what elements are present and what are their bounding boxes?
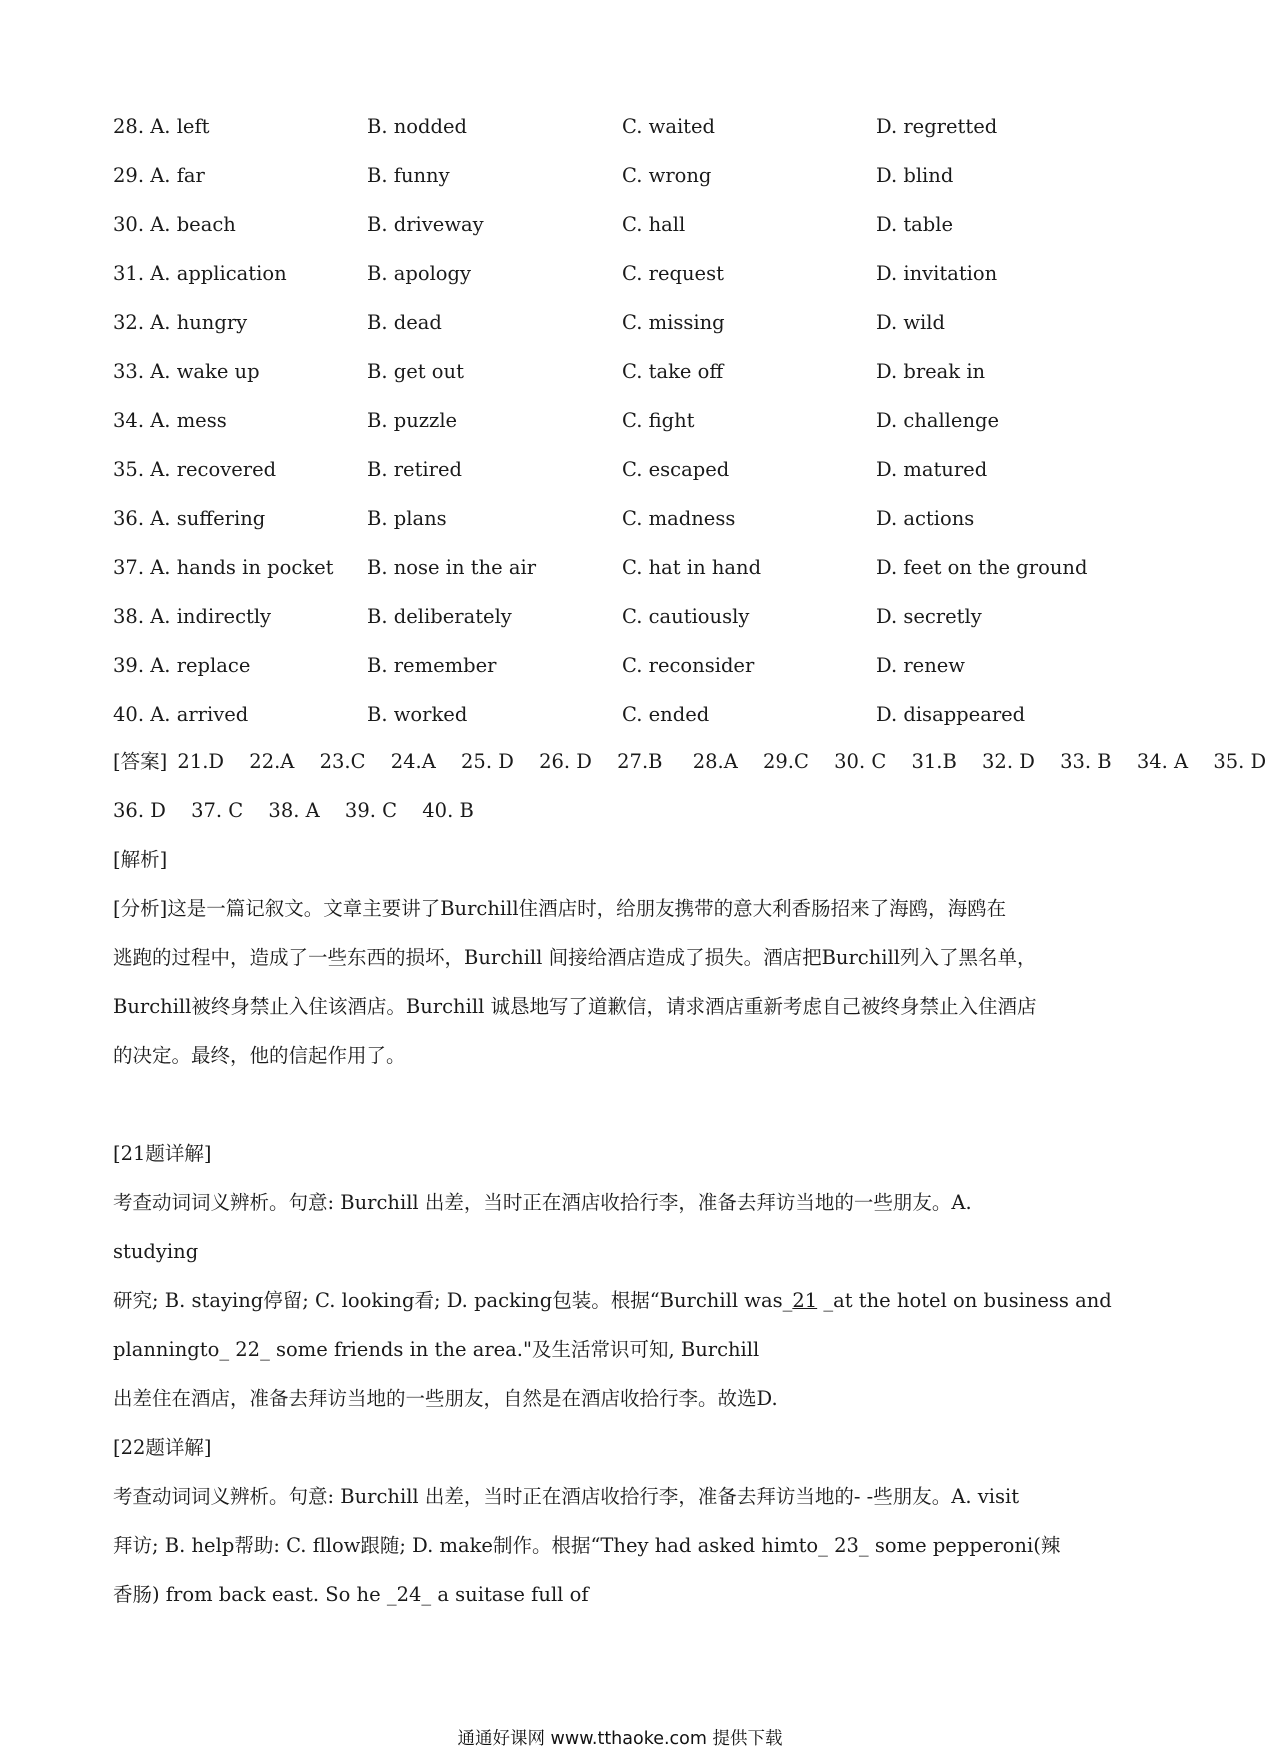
option-c: C. missing xyxy=(622,311,725,334)
option-a: 31. A. application xyxy=(113,262,287,285)
answer-item: 23.C xyxy=(319,750,366,773)
q21-line: planningto_ 22_ some friends in the area."及生活常识可知, Burchill xyxy=(113,1338,760,1361)
answer-label: [答案] xyxy=(113,750,168,773)
option-d: D. blind xyxy=(876,164,954,187)
option-b: B. funny xyxy=(367,164,450,187)
option-d: D. matured xyxy=(876,458,988,481)
option-d: D. renew xyxy=(876,654,965,677)
option-b: B. nose in the air xyxy=(367,556,537,579)
option-a: 33. A. wake up xyxy=(113,360,260,383)
option-a: 30. A. beach xyxy=(113,213,236,236)
option-a: 32. A. hungry xyxy=(113,311,248,334)
answer-item: 25. D xyxy=(461,750,514,773)
summary-line: 逃跑的过程中，造成了一些东西的损坏，Burchill 间接给酒店造成了损失。酒店把Burchill列入了黑名单， xyxy=(113,946,1037,969)
option-row xyxy=(113,592,1123,641)
answer-item: 21.D xyxy=(177,750,225,773)
option-a: 35. A. recovered xyxy=(113,458,277,481)
option-c: C. ended xyxy=(622,703,710,726)
option-c: C. request xyxy=(622,262,724,285)
option-b: B. dead xyxy=(367,311,442,334)
option-c: C. escaped xyxy=(622,458,730,481)
q22-heading: [22题详解] xyxy=(113,1436,212,1459)
option-c: C. take off xyxy=(622,360,724,383)
option-a: 28. A. left xyxy=(113,115,210,138)
answer-item: 28.A xyxy=(692,750,738,773)
q21-line-post: _at the hotel on business and xyxy=(817,1289,1112,1312)
option-b: B. get out xyxy=(367,360,464,383)
option-row xyxy=(113,543,1123,592)
q21-heading: [21题详解] xyxy=(113,1142,212,1165)
blank-line xyxy=(113,1080,1123,1129)
q22-line: 考查动词词义辨析。句意: Burchill 出差，当时正在酒店收拾行李，准备去拜访当地的- -些朋友。A. visit xyxy=(113,1485,1020,1508)
q21-line-pre: 研究; B. staying停留; C. looking看; D. packing包装。根据“Burchill was_ xyxy=(113,1289,793,1312)
option-d: D. regretted xyxy=(876,115,998,138)
option-row xyxy=(113,298,1123,347)
option-a: 36. A. suffering xyxy=(113,507,266,530)
option-row xyxy=(113,200,1123,249)
answer-item: 34. A xyxy=(1136,750,1189,773)
option-c: C. wrong xyxy=(622,164,712,187)
option-a: 37. A. hands in pocket xyxy=(113,556,334,579)
summary-line: 的决定。最终，他的信起作用了。 xyxy=(113,1044,406,1067)
blank-number: 21 xyxy=(792,1289,818,1312)
answer-item: 30. C xyxy=(834,750,887,773)
answer-item: 36. D xyxy=(113,799,166,822)
option-b: B. worked xyxy=(367,703,468,726)
option-a: 29. A. far xyxy=(113,164,205,187)
answer-item: 32. D xyxy=(982,750,1035,773)
answer-line xyxy=(113,737,1267,786)
option-d: D. challenge xyxy=(876,409,1000,432)
option-b: B. retired xyxy=(367,458,463,481)
answer-item: 31.B xyxy=(911,750,957,773)
answer-item: 38. A xyxy=(268,799,320,822)
analysis-section xyxy=(113,835,1123,1619)
option-d: D. secretly xyxy=(876,605,982,628)
option-c: C. hall xyxy=(622,213,686,236)
option-row xyxy=(113,102,1123,151)
option-d: D. feet on the ground xyxy=(876,556,1088,579)
option-d: D. break in xyxy=(876,360,986,383)
answer-key xyxy=(113,737,1267,835)
option-d: D. table xyxy=(876,213,954,236)
answer-item: 35. D xyxy=(1213,750,1267,773)
option-d: D. wild xyxy=(876,311,945,334)
option-b: B. nodded xyxy=(367,115,468,138)
summary-line: [分析]这是一篇记叙文。文章主要讲了Burchill住酒店时，给朋友携带的意大利香肠招来了海鸥，海鸥在 xyxy=(113,897,1007,920)
option-a: 38. A. indirectly xyxy=(113,605,272,628)
q21-line: 考查动词词义辨析。句意: Burchill 出差，当时正在酒店收拾行李，准备去拜访当地的一些朋友。A. xyxy=(113,1191,972,1214)
answer-item: 40. B xyxy=(422,799,474,822)
option-b: B. plans xyxy=(367,507,447,530)
option-c: C. cautiously xyxy=(622,605,750,628)
option-a: 39. A. replace xyxy=(113,654,251,677)
answer-item: 39. C xyxy=(344,799,398,822)
option-b: B. deliberately xyxy=(367,605,512,628)
option-row xyxy=(113,445,1123,494)
option-a: 40. A. arrived xyxy=(113,703,249,726)
answer-item: 29.C xyxy=(762,750,809,773)
option-row xyxy=(113,690,1123,739)
option-b: B. puzzle xyxy=(367,409,458,432)
q21-line: 出差住在酒店，准备去拜访当地的一些朋友，自然是在酒店收拾行李。故选D. xyxy=(113,1387,778,1410)
answer-item: 27.B xyxy=(617,750,663,773)
page-footer: 通通好课网 www.tthaoke.com 提供下载 xyxy=(457,1729,783,1749)
answer-item: 22.A xyxy=(249,750,295,773)
option-row xyxy=(113,151,1123,200)
option-d: D. disappeared xyxy=(876,703,1026,726)
answer-item: 26. D xyxy=(539,750,592,773)
q22-line: 拜访; B. help帮助: C. fllow跟随; D. make制作。根据“They had asked himto_ 23_ some pepperoni(辣 xyxy=(113,1534,1061,1557)
option-d: D. actions xyxy=(876,507,975,530)
option-row xyxy=(113,347,1123,396)
option-d: D. invitation xyxy=(876,262,998,285)
option-row xyxy=(113,249,1123,298)
option-c: C. waited xyxy=(622,115,716,138)
option-c: C. reconsider xyxy=(622,654,755,677)
option-c: C. hat in hand xyxy=(622,556,762,579)
option-row xyxy=(113,396,1123,445)
option-a: 34. A. mess xyxy=(113,409,227,432)
answer-item: 33. B xyxy=(1060,750,1112,773)
option-table xyxy=(113,102,1123,739)
option-c: C. fight xyxy=(622,409,695,432)
option-c: C. madness xyxy=(622,507,736,530)
q22-line: 香肠) from back east. So he _24_ a suitase full of xyxy=(113,1583,589,1606)
option-row xyxy=(113,494,1123,543)
answer-line xyxy=(113,786,1123,835)
summary-line: Burchill被终身禁止入住该酒店。Burchill 诚恳地写了道歉信，请求酒店重新考虑自己被终身禁止入住酒店 xyxy=(113,995,1037,1018)
answer-item: 24.A xyxy=(390,750,436,773)
option-b: B. driveway xyxy=(367,213,484,236)
answer-item: 37. C xyxy=(191,799,244,822)
option-row xyxy=(113,641,1123,690)
option-b: B. apology xyxy=(367,262,472,285)
q21-line xyxy=(113,1276,1123,1325)
option-b: B. remember xyxy=(367,654,497,677)
analysis-heading: [解析] xyxy=(113,848,168,871)
q21-line: studying xyxy=(113,1240,199,1263)
